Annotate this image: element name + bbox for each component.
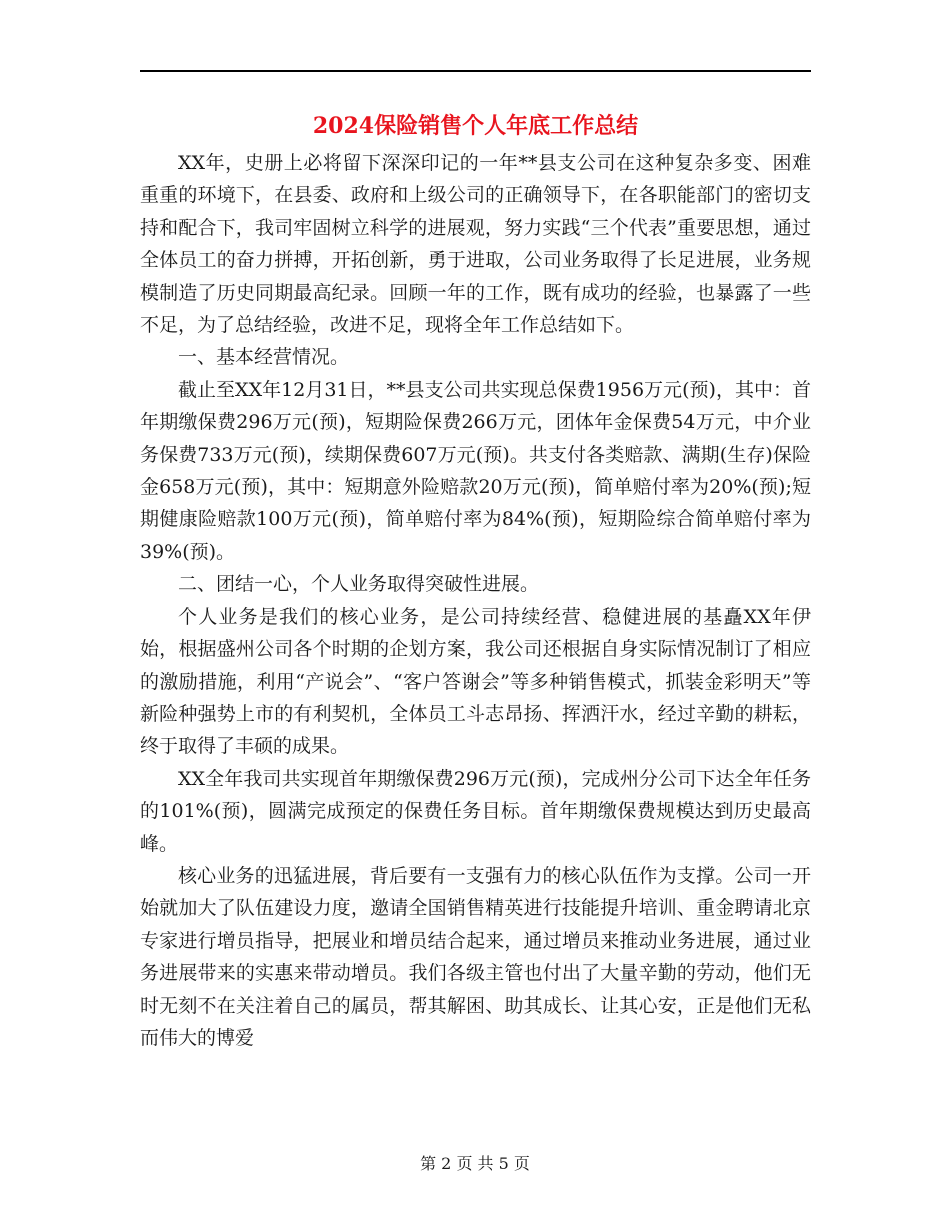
paragraph-core-business: 个人业务是我们的核心业务，是公司持续经营、稳健进展的基矗XX年伊始，根据盛州公司各个时期的企划方案，我公司还根据自身实际情况制订了相应的激励措施，利用“产说会”、“客户答谢会”等多种销售模式，抓装金彩明天”等新险种强势上市的有利契机，全体员工斗志昂扬、挥洒汗水，经过辛勤的耕耘，终于取得了丰硕的成果。 [140,605,811,758]
section-heading-individual-business: 二、团结一心，个人业务取得突破性进展。 [178,573,540,596]
total-pages-number: 5 [498,1154,509,1173]
paragraph-annual-result: XX全年我司共实现首年期缴保费296万元(预)，完成州分公司下达全年任务的101%(预)，圆满完成预定的保费任务目标。首年期缴保费规模达到历史最高峰。 [140,767,811,855]
document-title: 2024保险销售个人年底工作总结 [312,113,639,139]
document-body [140,147,811,1054]
page-label-prefix: 第 [420,1154,437,1173]
page-footer [0,1152,950,1176]
page-label-suffix: 页 [513,1154,530,1173]
paragraph-premium-figures: 截止至XX年12月31日，**县支公司共实现总保费1956万元(预)，其中：首年期缴保费296万元(预)，短期险保费266万元，团体年金保费54万元，中介业务保费733万元(预)，续期保费607万元(预)。共支付各类赔款、满期(生存)保险金658万元(预)，其中：短期意外险赔款20万元(预)，简单赔付率为20%(预);短期健康险赔款100万元(预)，简单赔付率为84%(预)，短期险综合简单赔付率为39%(预)。 [140,378,811,563]
paragraph-intro: XX年，史册上必将留下深深印记的一年**县支公司在这种复杂多变、困难重重的环境下，在县委、政府和上级公司的正确领导下，在各职能部门的密切支持和配合下，我司牢固树立科学的进展观，努力实践“三个代表”重要思想，通过全体员工的奋力拼搏，开拓创新，勇于进取，公司业务取得了长足进展，业务规模制造了历史同期最高纪录。回顾一年的工作，既有成功的经验，也暴露了一些不足，为了总结经验，改进不足，现将全年工作总结如下。 [140,152,811,337]
paragraph-team-building: 核心业务的迅猛进展，背后要有一支强有力的核心队伍作为支撑。公司一开始就加大了队伍建设力度，邀请全国销售精英进行技能提升培训、重金聘请北京专家进行增员指导，把展业和增员结合起来，通过增员来推动业务进展，通过业务进展带来的实惠来带动增员。我们各级主管也付出了大量辛勤的劳动，他们无时无刻不在关注着自己的属员，帮其解困、助其成长、让其心安，正是他们无私而伟大的博爱 [140,864,811,1049]
section-heading-basic-operations: 一、基本经营情况。 [178,346,350,369]
current-page-number: 2 [441,1154,452,1173]
header-rule [140,70,811,72]
page-label-middle: 页 共 [456,1154,494,1173]
